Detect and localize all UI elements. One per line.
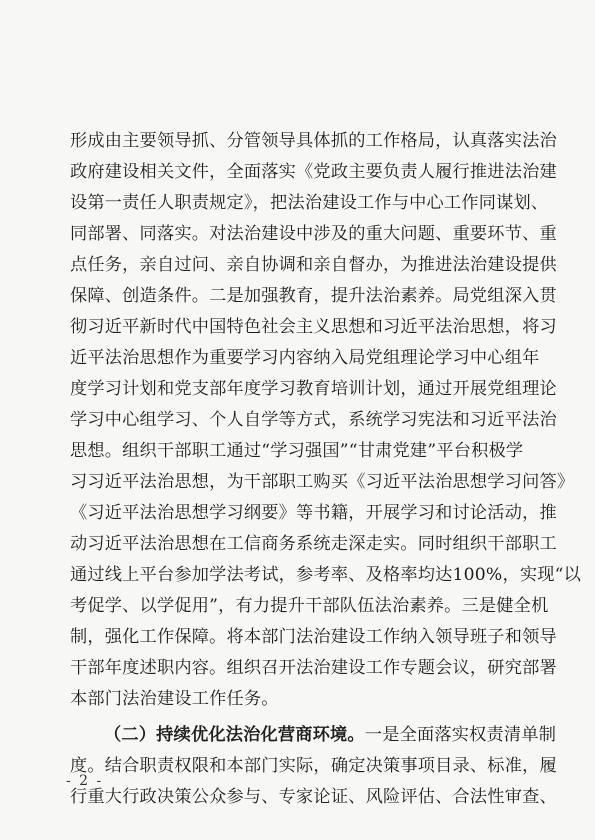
text-line: 制，强化工作保障。将本部门法治建设工作纳入领导班子和领导 xyxy=(70,627,557,647)
section-heading: （二）持续优化法治化营商环境。 xyxy=(104,725,365,745)
text-line: 学习中心组学习、个人自学等方式，系统学习宪法和习近平法治 xyxy=(70,410,557,430)
text-line: 设第一责任人职责规定》，把法治建设工作与中心工作同谋划、 xyxy=(70,193,549,213)
text-line: 彻习近平新时代中国特色社会主义思想和习近平法治思想，将习 xyxy=(70,317,557,337)
page-number: - 2 - xyxy=(66,773,104,789)
text-line: 同部署、同落实。对法治建设中涉及的重大问题、重要环节、重 xyxy=(70,224,557,244)
text-line: 度。结合职责权限和本部门实际，确定决策事项目录、标准，履 xyxy=(70,756,557,776)
text-line: 本部门法治建设工作任务。 xyxy=(70,689,279,709)
text-line: 行重大行政决策公众参与、专家论证、风险评估、合法性审查、 xyxy=(70,787,557,807)
text-line: 思想。组织干部职工通过“学习强国”“甘肃党建”平台积极学 xyxy=(70,441,524,461)
text-line: 保障、创造条件。二是加强教育，提升法治素养。局党组深入贯 xyxy=(70,286,557,306)
text-line: 政府建设相关文件，全面落实《党政主要负责人履行推进法治建 xyxy=(70,162,557,182)
text-line: 度学习计划和党支部年度学习教育培训计划，通过开展党组理论 xyxy=(70,379,557,399)
section-heading-line: （二）持续优化法治化营商环境。一是全面落实权责清单制 xyxy=(104,725,557,745)
text-line: 点任务，亲自过问、亲自协调和亲自督办，为推进法治建设提供 xyxy=(70,255,557,275)
text-line: 习习近平法治思想，为干部职工购买《习近平法治思想学习问答》 xyxy=(70,472,575,492)
text-line: 通过线上平台参加学法考试，参考率、及格率均达100%，实现“以 xyxy=(70,565,582,585)
text-line: 考促学、以学促用”，有力提升干部队伍法治素养。三是健全机 xyxy=(70,596,549,616)
text-line: 干部年度述职内容。组织召开法治建设工作专题会议，研究部署 xyxy=(70,658,557,678)
text-line: 动习近平法治思想在工信商务系统走深走实。同时组织干部职工 xyxy=(70,534,557,554)
text-line: 《习近平法治思想学习纲要》等书籍，开展学习和讨论活动，推 xyxy=(70,503,557,523)
text-line: 形成由主要领导抓、分管领导具体抓的工作格局，认真落实法治 xyxy=(70,131,557,151)
text-line: 近平法治思想作为重要学习内容纳入局党组理论学习中心组年 xyxy=(70,348,540,368)
